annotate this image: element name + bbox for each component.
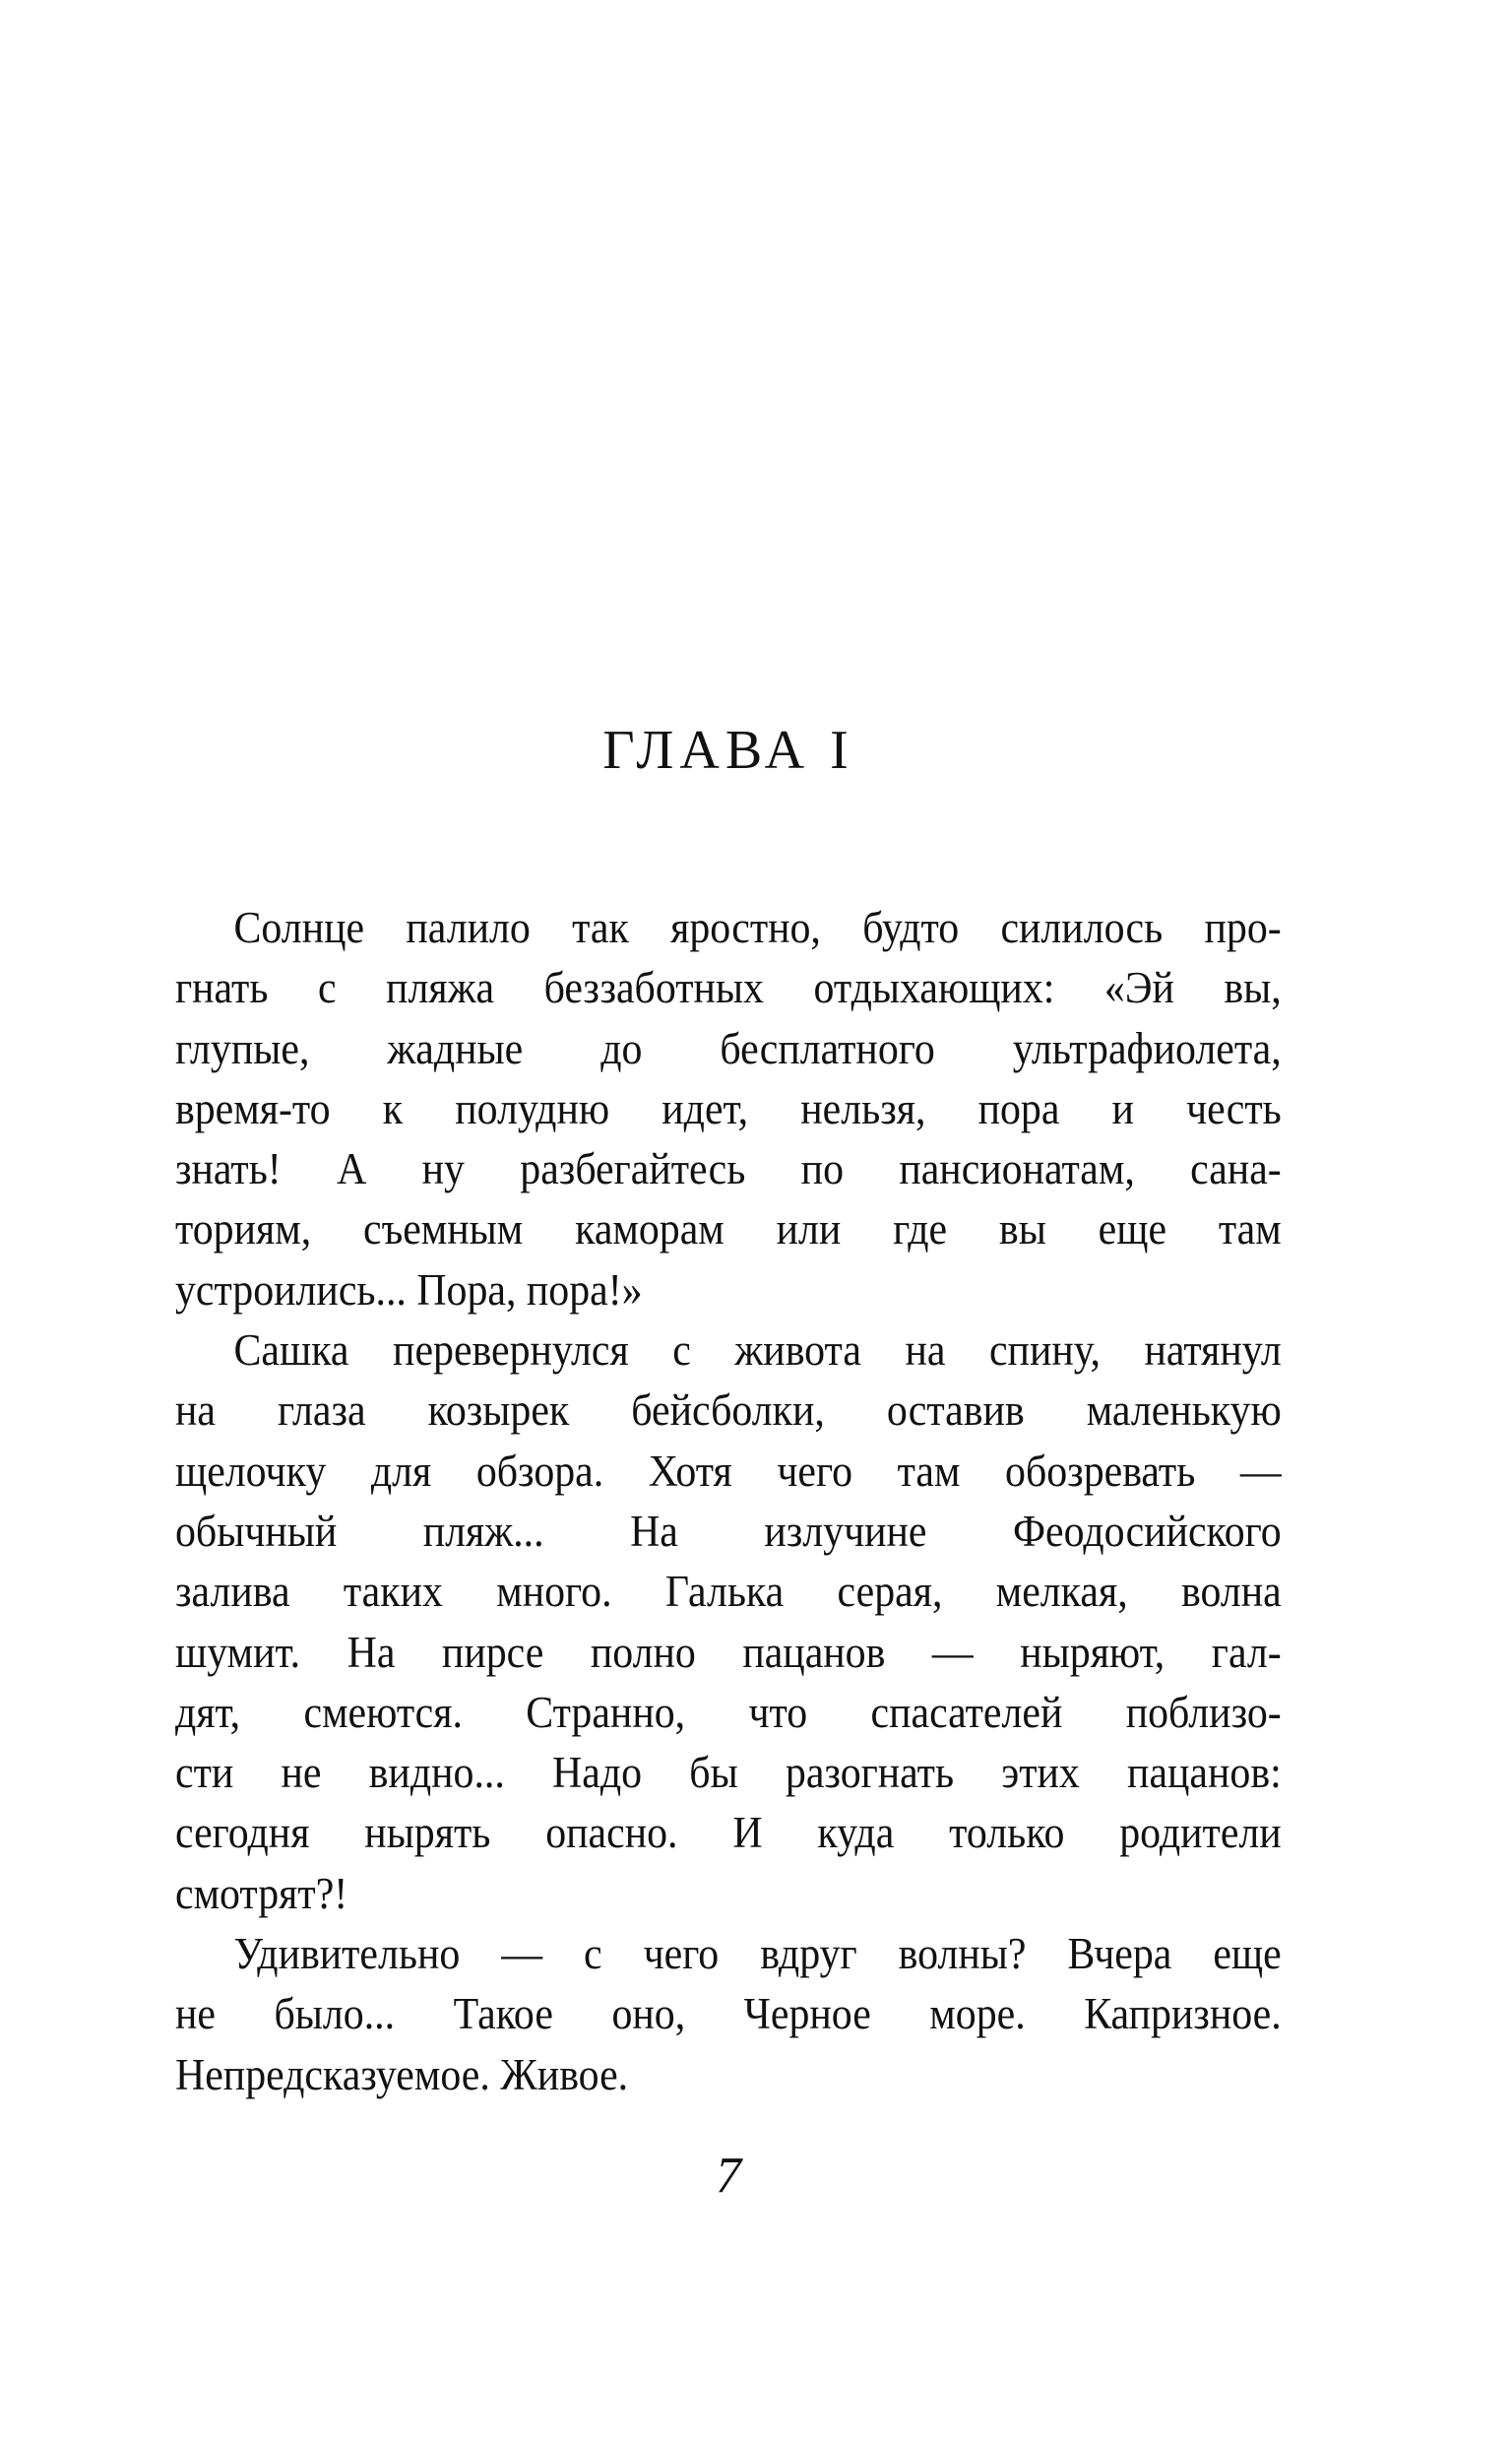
paragraph-2 <box>175 1320 1282 1924</box>
text-line: Солнце палило так яростно, будто силилось про- <box>233 903 1282 952</box>
text-line: дят, смеются. Странно, что спасателей поблизо- <box>175 1687 1282 1737</box>
text-line: сегодня нырять опасно. И куда только родители <box>175 1808 1282 1858</box>
text-line: залива таких много. Галька серая, мелкая, волна <box>175 1567 1282 1617</box>
text-line: смотрят?! <box>175 1868 348 1918</box>
text-line: шумит. На пирсе полно пацанов — ныряют, гал- <box>175 1627 1282 1677</box>
text-line: знать! А ну разбегайтесь по пансионатам, сана- <box>175 1144 1282 1194</box>
text-line: Удивительно — с чего вдруг волны? Вчера еще <box>233 1929 1282 1979</box>
text-line: время-то к полудню идет, нельзя, пора и честь <box>175 1083 1282 1133</box>
text-line: не было... Такое оно, Черное море. Капризное. <box>175 1989 1282 2039</box>
page-number: 7 <box>716 2148 741 2204</box>
text-line: Непредсказуемое. Живое. <box>175 2049 629 2099</box>
text-line: гнать с пляжа беззаботных отдыхающих: «Эй вы, <box>175 963 1282 1013</box>
text-line: устроились... Пора, пора!» <box>175 1264 643 1315</box>
text-line: щелочку для обзора. Хотя чего там обозревать — <box>175 1446 1282 1496</box>
paragraph-1 <box>175 898 1282 1320</box>
text-line: на глаза козырек бейсболки, оставив маленькую <box>175 1385 1282 1436</box>
text-line: Сашка перевернулся с живота на спину, натянул <box>233 1325 1282 1376</box>
text-line: обычный пляж... На излучине Феодосийского <box>175 1506 1282 1556</box>
text-line: глупые, жадные до бесплатного ультрафиолета, <box>175 1023 1282 1073</box>
chapter-title: ГЛАВА I <box>602 720 854 781</box>
text-line: сти не видно... Надо бы разогнать этих пацанов: <box>175 1748 1282 1798</box>
chapter-body <box>175 898 1282 2105</box>
text-line: ториям, съемным каморам или где вы еще там <box>175 1204 1282 1254</box>
paragraph-3 <box>175 1924 1282 2105</box>
